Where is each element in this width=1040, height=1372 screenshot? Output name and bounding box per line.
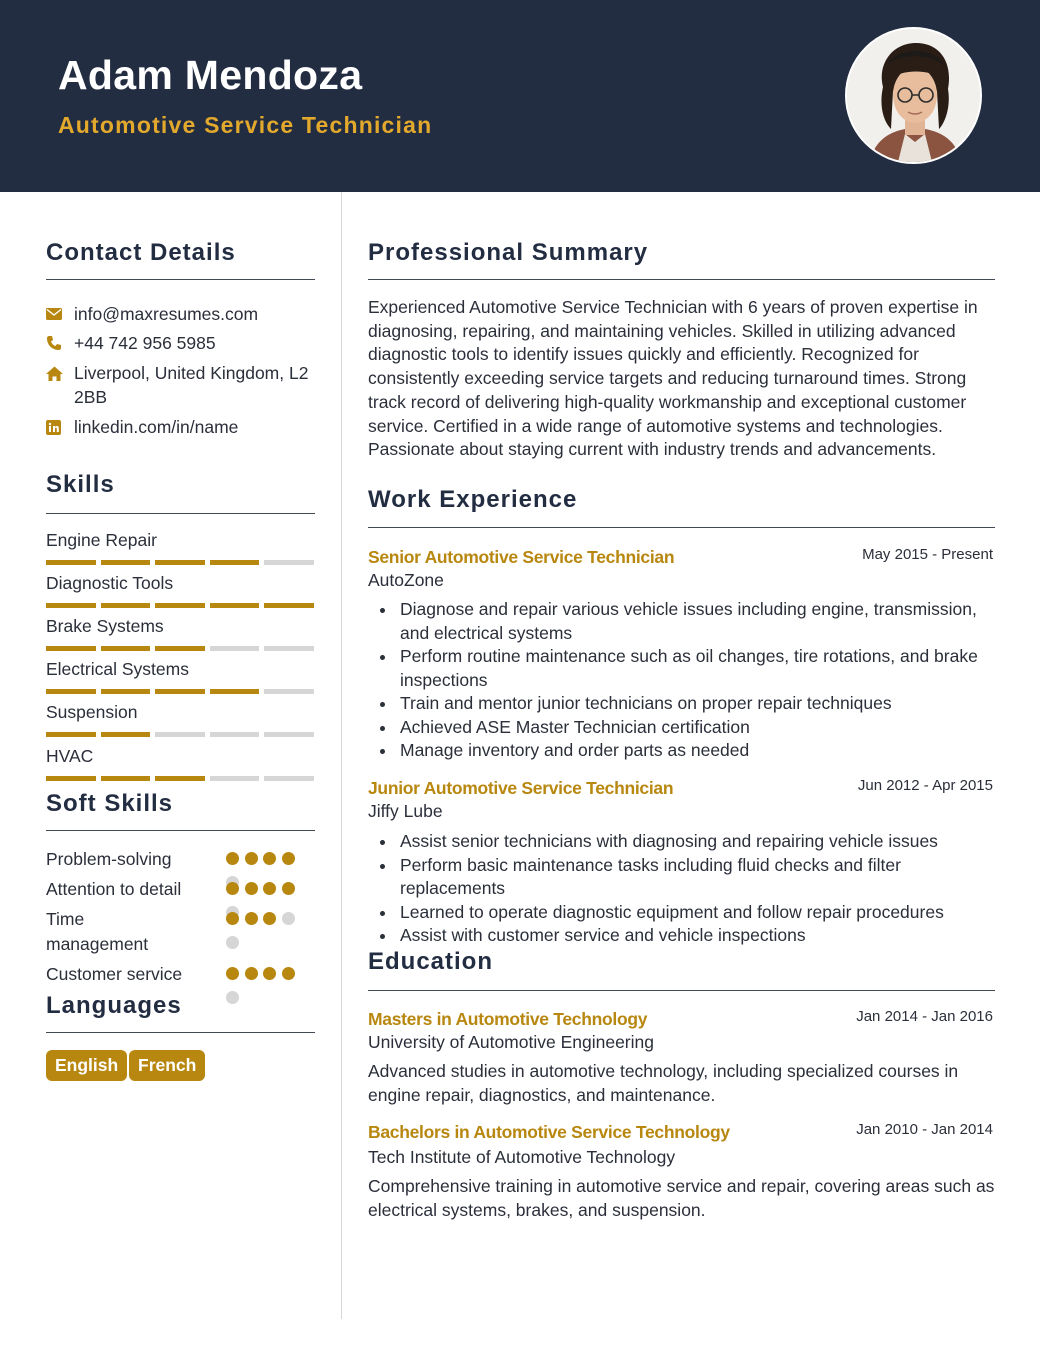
languages-heading: Languages [46, 992, 182, 1019]
contact-email-text: info@maxresumes.com [74, 304, 259, 324]
skills-rule [46, 513, 315, 514]
skill-label: Electrical Systems [46, 659, 189, 679]
contact-phone[interactable] [46, 331, 316, 355]
list-item: Diagnose and repair various vehicle issues including engine, transmission, and electrical systems [400, 598, 998, 645]
contact-heading: Contact Details [46, 239, 236, 266]
skills-heading: Skills [46, 471, 115, 498]
soft-skills-rule [46, 830, 315, 831]
resume-header [0, 0, 1040, 192]
job-title: Junior Automotive Service Technician [368, 778, 674, 798]
skill-label: Brake Systems [46, 616, 164, 636]
summary-rule [368, 279, 995, 280]
skill-level-bar [46, 732, 314, 737]
school-name: Tech Institute of Automotive Technology [368, 1147, 676, 1167]
skill-level-bar [46, 689, 314, 694]
contact-rule [46, 279, 315, 280]
list-item: Train and mentor junior technicians on proper repair techniques [400, 692, 998, 716]
skill-level-segment [46, 689, 96, 694]
rating-dot [282, 882, 295, 895]
education-heading: Education [368, 948, 494, 975]
skill-level-segment [210, 646, 260, 651]
job-bullets [400, 830, 998, 948]
rating-dot [226, 882, 239, 895]
language-badge: French [129, 1050, 205, 1081]
rating-dot [282, 852, 295, 865]
linkedin-icon [46, 415, 74, 439]
skill-level-segment [155, 603, 205, 608]
skill-level-segment [210, 560, 260, 565]
rating-dot [226, 936, 239, 949]
experience-heading: Work Experience [368, 486, 578, 513]
education-rule [368, 990, 995, 991]
skill-level-segment [101, 689, 151, 694]
list-item: Assist with customer service and vehicle inspections [400, 924, 998, 948]
rating-dot [263, 912, 276, 925]
skill-level-segment [101, 560, 151, 565]
skill-level-segment [46, 732, 96, 737]
rating-dot [226, 967, 239, 980]
degree-dates: Jan 2014 - Jan 2016 [856, 1008, 993, 1025]
job-dates: Jun 2012 - Apr 2015 [857, 777, 993, 794]
job-dates: May 2015 - Present [862, 546, 993, 563]
degree-title: Bachelors in Automotive Service Technology [368, 1122, 730, 1142]
skill-label: Engine Repair [46, 530, 157, 550]
degree-dates: Jan 2010 - Jan 2014 [856, 1121, 993, 1138]
skill-level-segment [210, 776, 260, 781]
skill-level-segment [101, 776, 151, 781]
rating-dot [263, 852, 276, 865]
job-company: AutoZone [368, 570, 444, 590]
skill-label: Suspension [46, 702, 138, 722]
skill-level-segment [155, 689, 205, 694]
skill-label: Diagnostic Tools [46, 573, 174, 593]
skill-level-segment [46, 560, 96, 565]
list-item: Assist senior technicians with diagnosing and repairing vehicle issues [400, 830, 998, 854]
list-item: Perform basic maintenance tasks including fluid checks and filter replacements [400, 854, 998, 901]
list-item: Perform routine maintenance such as oil changes, tire rotations, and brake inspections [400, 645, 998, 692]
skill-level-segment [155, 646, 205, 651]
degree-title: Masters in Automotive Technology [368, 1009, 648, 1029]
skill-level-segment [46, 603, 96, 608]
contact-linkedin-text: linkedin.com/in/name [74, 417, 239, 437]
rating-dot [282, 912, 295, 925]
rating-dot [282, 967, 295, 980]
contact-email[interactable] [46, 302, 316, 326]
list-item: Manage inventory and order parts as needed [400, 739, 998, 763]
degree-description: Advanced studies in automotive technology, including specialized courses in engine repair, diagnostics, and maintenance. [368, 1061, 959, 1105]
home-icon [46, 361, 74, 385]
skill-level-segment [46, 776, 96, 781]
experience-rule [368, 527, 995, 528]
list-item: Achieved ASE Master Technician certification [400, 716, 998, 740]
rating-dot [226, 991, 239, 1004]
skill-level-segment [264, 560, 314, 565]
rating-dot [245, 882, 258, 895]
rating-dot [245, 967, 258, 980]
skill-level-segment [101, 732, 151, 737]
soft-skill-label: Problem-solving [46, 849, 172, 869]
skill-level-segment [46, 646, 96, 651]
rating-dot [226, 852, 239, 865]
skill-level-segment [264, 776, 314, 781]
skill-level-segment [101, 603, 151, 608]
job-title: Senior Automotive Service Technician [368, 547, 675, 567]
contact-address-text: Liverpool, United Kingdom, L2 2BB [74, 363, 309, 407]
contact-linkedin[interactable] [46, 415, 316, 439]
skill-level-bar [46, 603, 314, 608]
skill-level-segment [264, 689, 314, 694]
soft-skill-label: Customer service [46, 964, 183, 984]
skill-level-segment [210, 689, 260, 694]
rating-dot [245, 912, 258, 925]
skill-level-bar [46, 560, 314, 565]
skill-level-segment [101, 646, 151, 651]
soft-skill-label: Time management [46, 909, 149, 954]
skill-level-segment [210, 603, 260, 608]
contact-address [46, 361, 316, 409]
skill-level-segment [264, 646, 314, 651]
candidate-name: Adam Mendoza [58, 52, 363, 98]
column-divider [341, 192, 342, 1319]
rating-dot [245, 852, 258, 865]
rating-dot [263, 967, 276, 980]
contact-phone-text: +44 742 956 5985 [74, 333, 216, 353]
rating-dot [226, 912, 239, 925]
job-company: Jiffy Lube [368, 801, 443, 821]
skill-level-segment [210, 732, 260, 737]
list-item: Learned to operate diagnostic equipment and follow repair procedures [400, 901, 998, 925]
language-badge: English [46, 1050, 127, 1081]
skill-label: HVAC [46, 746, 94, 766]
rating-dot [263, 882, 276, 895]
job-bullets [400, 598, 998, 763]
school-name: University of Automotive Engineering [368, 1032, 654, 1052]
skill-level-segment [155, 776, 205, 781]
skill-level-segment [264, 603, 314, 608]
degree-description: Comprehensive training in automotive service and repair, covering areas such as electrical systems, brakes, and suspension. [368, 1176, 995, 1220]
skill-level-bar [46, 646, 314, 651]
candidate-title: Automotive Service Technician [58, 112, 433, 138]
languages-rule [46, 1032, 315, 1033]
phone-icon [46, 331, 74, 355]
skill-level-segment [155, 732, 205, 737]
envelope-icon [46, 302, 74, 326]
skill-level-bar [46, 776, 314, 781]
skill-level-segment [264, 732, 314, 737]
summary-heading: Professional Summary [368, 239, 649, 266]
soft-skill-label: Attention to detail [46, 879, 182, 899]
soft-skills-heading: Soft Skills [46, 790, 174, 817]
summary-text: Experienced Automotive Service Technician with 6 years of proven expertise in diagnosing, repairing, and maintaining vehicles. Skilled in utilizing advanced diagnostic tools to identify issues quickly and efficiently. Recognized for consistently exceeding service targets and reducing turnaround times. Strong track record of delivering high-quality workmanship and exceptional customer service. Certified in a wide range of automotive systems and technologies. Passionate about staying current with industry trends and advancements. [368, 297, 978, 460]
skill-level-segment [155, 560, 205, 565]
profile-photo [845, 27, 982, 164]
